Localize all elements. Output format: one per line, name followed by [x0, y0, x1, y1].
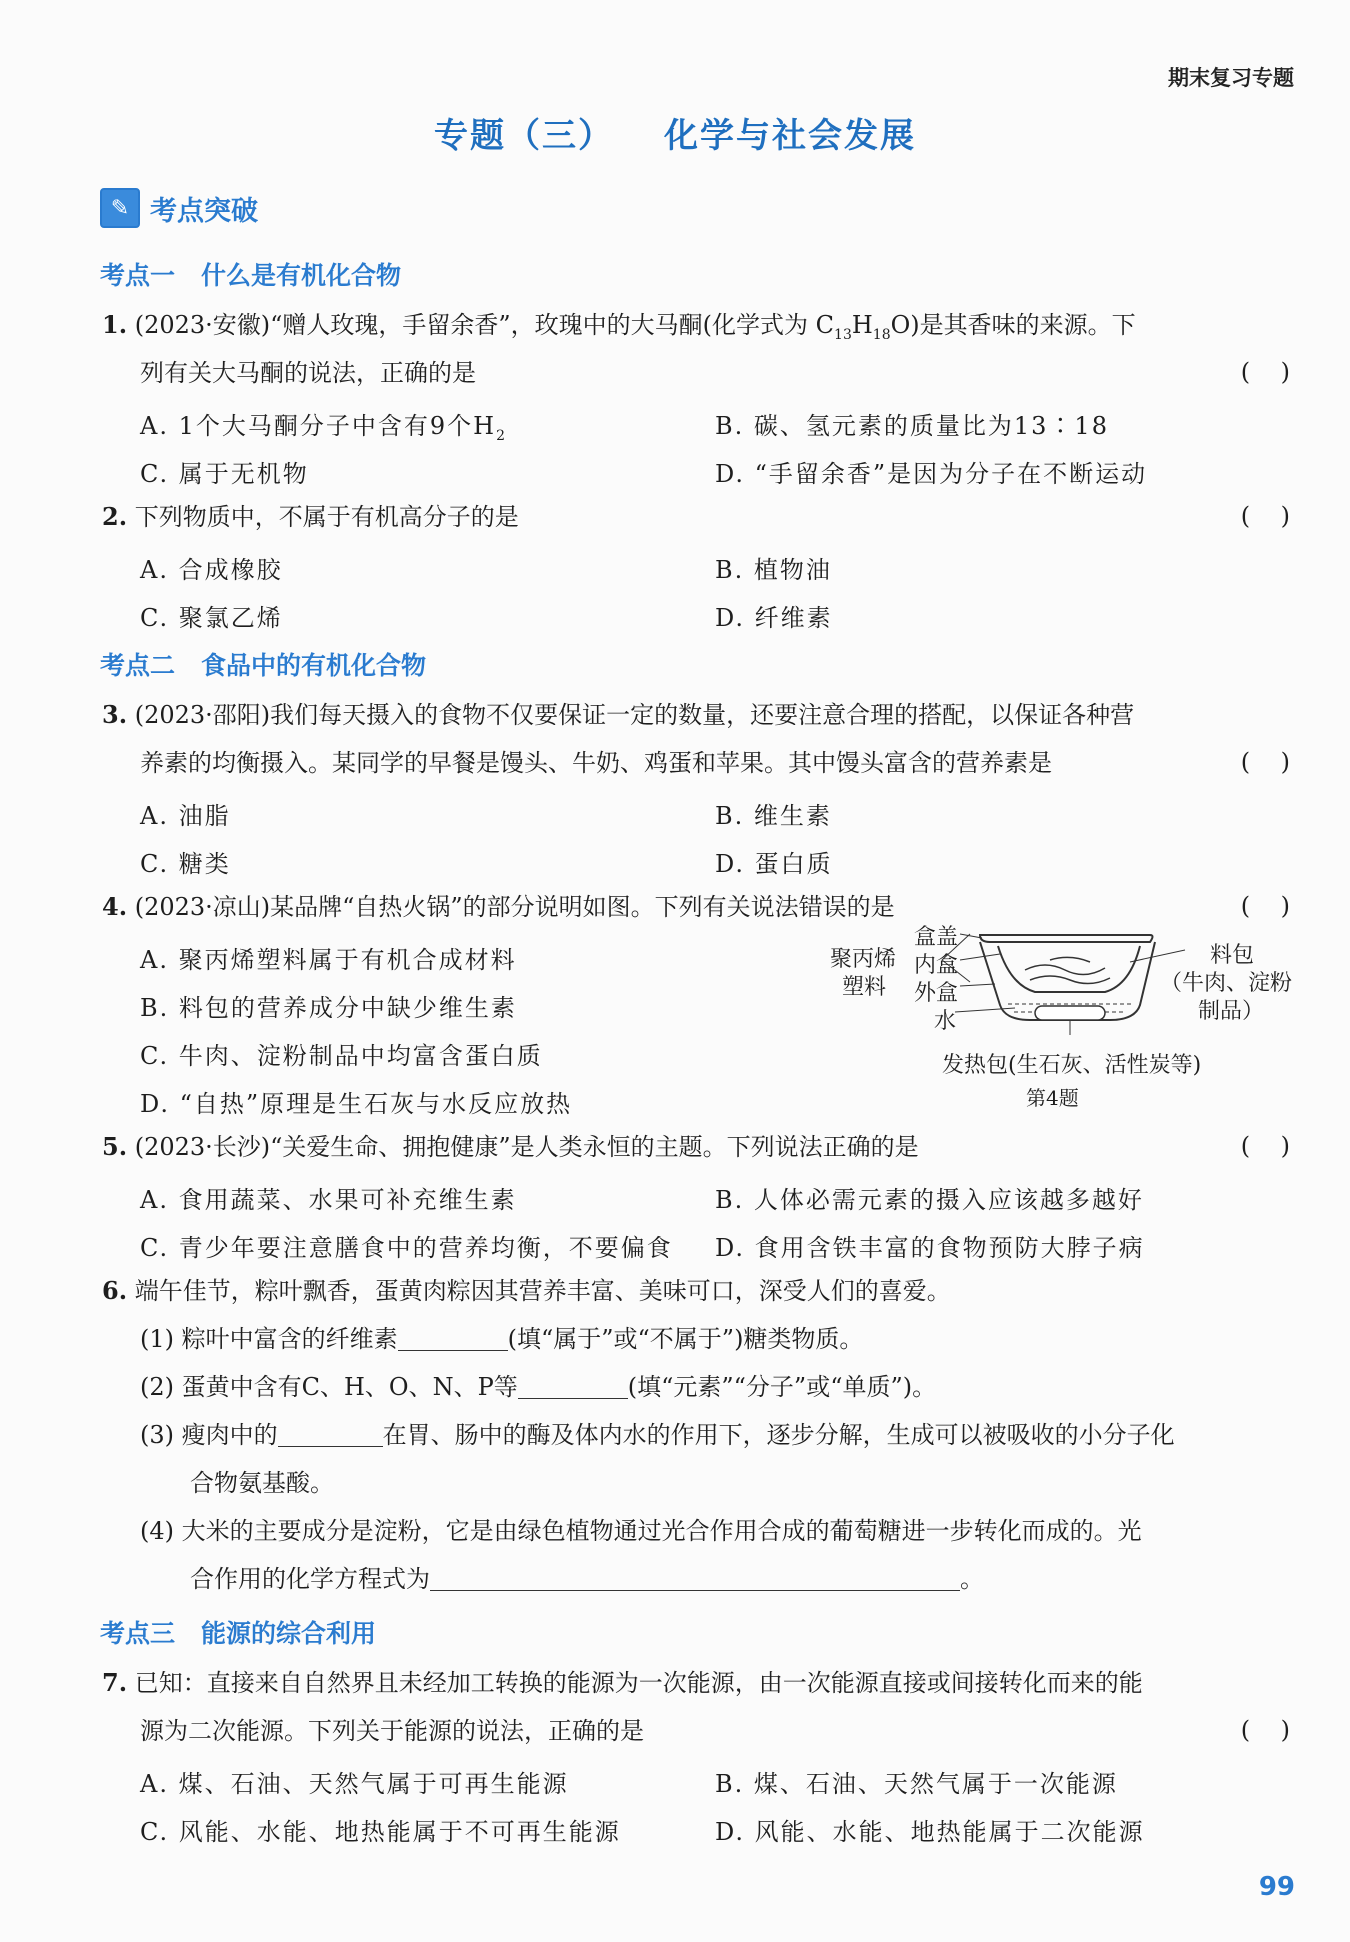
section-heading [100, 188, 258, 228]
q6-blank-4[interactable] [430, 1566, 960, 1591]
q1-sub2: 18 [872, 326, 891, 343]
q3-line1 [102, 700, 1134, 730]
q6-blank-1[interactable] [398, 1326, 508, 1351]
q6-sub4-text-b: 合作用的化学方程式为 [190, 1565, 430, 1593]
q2-answer-paren[interactable]: ( ) [1240, 502, 1290, 530]
title-right: 化学与社会发展 [664, 116, 916, 156]
q6-text: 端午佳节，粽叶飘香，蛋黄肉粽因其营养丰富、美味可口，深受人们的喜爱。 [134, 1277, 951, 1305]
fig-pp-label-1: 聚丙烯 [830, 947, 897, 972]
q1-number: 1. [102, 310, 128, 339]
header-tag: 期末复习专题 [1168, 66, 1294, 90]
q5-option-c[interactable]: C. 青少年要注意膳食中的营养均衡，不要偏食 [140, 1234, 673, 1262]
kp3-name: 能源的综合利用 [201, 1619, 377, 1648]
q6-sub2-text-a: (2) 蛋黄中含有C、H、O、N、P等 [140, 1373, 518, 1401]
q1-line1 [102, 310, 1136, 350]
q3-number: 3. [102, 700, 128, 729]
q7-line1 [102, 1668, 1143, 1698]
q7-option-b[interactable]: B. 煤、石油、天然气属于一次能源 [715, 1770, 1118, 1798]
q7-option-a[interactable]: A. 煤、石油、天然气属于可再生能源 [140, 1770, 569, 1798]
q7-answer-paren[interactable]: ( ) [1240, 1716, 1290, 1744]
q7-number: 7. [102, 1668, 128, 1697]
q1-text-c: O)是其香味的来源。下 [890, 311, 1136, 339]
q1-a-text: A. 1个大马酮分子中含有9个H [140, 412, 497, 440]
fig-water-label: 水 [934, 1009, 957, 1034]
q2-option-c[interactable]: C. 聚氯乙烯 [140, 604, 283, 632]
q1-sub1: 13 [834, 326, 852, 343]
q6-sub3-cont: 合物氨基酸。 [190, 1469, 334, 1497]
q1-a-sub: 2 [496, 427, 507, 444]
q3-option-b[interactable]: B. 维生素 [715, 802, 832, 830]
q6-sub4: (4) 大米的主要成分是淀粉，它是由绿色植物通过光合作用合成的葡萄糖进一步转化而成的。光 [140, 1517, 1142, 1545]
kp1-name: 什么是有机化合物 [201, 261, 402, 290]
q6-sub4-cont [190, 1564, 984, 1594]
fig-pp-label-2: 塑料 [842, 975, 887, 1000]
q6-sub2 [140, 1372, 936, 1402]
q3-answer-paren[interactable]: ( ) [1240, 748, 1290, 776]
fig-pack-label-3: 制品） [1198, 999, 1265, 1024]
q2-option-a[interactable]: A. 合成橡胶 [140, 556, 283, 584]
kp2-name: 食品中的有机化合物 [201, 651, 427, 680]
q4-option-c[interactable]: C. 牛肉、淀粉制品中均富含蛋白质 [140, 1042, 543, 1070]
q4-line [102, 892, 895, 922]
q2-option-d[interactable]: D. 纤维素 [715, 604, 833, 632]
fig-inner-label: 内盒 [914, 953, 959, 978]
q4-option-d[interactable]: D. “自热”原理是生石灰与水反应放热 [140, 1090, 573, 1118]
hotpot-diagram [830, 920, 1310, 1120]
q5-option-a[interactable]: A. 食用蔬菜、水果可补充维生素 [140, 1186, 517, 1214]
kp2-num: 考点二 [100, 651, 176, 680]
q4-number: 4. [102, 892, 128, 921]
page-title [0, 108, 1350, 157]
kp3-num: 考点三 [100, 1619, 176, 1648]
q1-answer-paren[interactable]: ( ) [1240, 358, 1290, 386]
q5-option-d[interactable]: D. 食用含铁丰富的食物预防大脖子病 [715, 1234, 1145, 1262]
q3-option-a[interactable]: A. 油脂 [140, 802, 231, 830]
q2-option-b[interactable]: B. 植物油 [715, 556, 832, 584]
fig-heat-label: 发热包(生石灰、活性炭等) [942, 1053, 1202, 1078]
q5-option-b[interactable]: B. 人体必需元素的摄入应该越多越好 [715, 1186, 1144, 1214]
fig-pack-label-2: （牛肉、淀粉 [1160, 971, 1293, 996]
q4-option-a[interactable]: A. 聚丙烯塑料属于有机合成材料 [140, 946, 517, 974]
q1-option-c[interactable]: C. 属于无机物 [140, 460, 309, 488]
q6-blank-2[interactable] [518, 1374, 628, 1399]
q2-text: 下列物质中，不属于有机高分子的是 [134, 503, 519, 531]
pencil-check-icon: ✎ [100, 188, 140, 228]
q6-blank-3[interactable] [278, 1422, 383, 1447]
q1-option-a[interactable] [140, 406, 507, 444]
q3-line2: 养素的均衡摄入。某同学的早餐是馒头、牛奶、鸡蛋和苹果。其中馒头富含的营养素是 [140, 749, 1052, 777]
q3-text-1: (2023·邵阳)我们每天摄入的食物不仅要保证一定的数量，还要注意合理的搭配，以保证各种营 [134, 701, 1135, 729]
fig-pack-label-1: 料包 [1210, 943, 1255, 968]
q6-sub2-text-b: (填“元素”“分子”或“单质”)。 [627, 1373, 937, 1401]
q4-option-b[interactable]: B. 料包的营养成分中缺少维生素 [140, 994, 517, 1022]
q5-answer-paren[interactable]: ( ) [1240, 1132, 1290, 1160]
q4-text: (2023·凉山)某品牌“自热火锅”的部分说明如图。下列有关说法错误的是 [134, 893, 895, 921]
q4-answer-paren[interactable]: ( ) [1240, 892, 1290, 920]
title-left: 专题（三） [434, 116, 614, 156]
q6-sub3 [140, 1420, 1175, 1450]
kp3-heading [100, 1614, 376, 1650]
fig-outer-label: 外盒 [914, 981, 959, 1006]
q6-line [102, 1276, 951, 1306]
q7-text-1: 已知：直接来自自然界且未经加工转换的能源为一次能源，由一次能源直接或间接转化而来的能 [134, 1669, 1143, 1697]
q3-option-d[interactable]: D. 蛋白质 [715, 850, 833, 878]
q6-sub1-text-b: (填“属于”或“不属于”)糖类物质。 [507, 1325, 864, 1353]
q7-option-c[interactable]: C. 风能、水能、地热能属于不可再生能源 [140, 1818, 621, 1846]
kp1-heading [100, 256, 401, 292]
q6-sub1 [140, 1324, 863, 1354]
kp1-num: 考点一 [100, 261, 176, 290]
q6-sub3-text-b: 在胃、肠中的酶及体内水的作用下，逐步分解，生成可以被吸收的小分子化 [382, 1421, 1175, 1449]
q6-sub3-text-a: (3) 瘦肉中的 [140, 1421, 278, 1449]
q6-sub1-text-a: (1) 粽叶中富含的纤维素 [140, 1325, 398, 1353]
q1-line2: 列有关大马酮的说法，正确的是 [140, 359, 476, 387]
q1-text-a: (2023·安徽)“赠人玫瑰，手留余香”，玫瑰中的大马酮(化学式为 C [134, 311, 835, 339]
fig-lid-label: 盒盖 [914, 925, 959, 950]
q6-number: 6. [102, 1276, 128, 1305]
q5-number: 5. [102, 1132, 128, 1161]
q7-option-d[interactable]: D. 风能、水能、地热能属于二次能源 [715, 1818, 1145, 1846]
kp2-heading [100, 646, 426, 682]
q5-line [102, 1132, 919, 1162]
q3-option-c[interactable]: C. 糖类 [140, 850, 231, 878]
section-label: 考点突破 [150, 195, 258, 227]
fig-caption: 第4题 [1026, 1086, 1079, 1110]
q2-number: 2. [102, 502, 128, 531]
q2-line [102, 502, 519, 532]
q1-option-d[interactable]: D. “手留余香”是因为分子在不断运动 [715, 460, 1148, 488]
page-number: 99 [1258, 1872, 1295, 1902]
q5-text: (2023·长沙)“关爱生命、拥抱健康”是人类永恒的主题。下列说法正确的是 [134, 1133, 919, 1161]
q7-line2: 源为二次能源。下列关于能源的说法，正确的是 [140, 1717, 644, 1745]
q1-text-b: H [851, 311, 873, 339]
q6-sub4-end: 。 [960, 1565, 984, 1593]
q1-option-b[interactable]: B. 碳、氢元素的质量比为13∶18 [715, 412, 1109, 440]
